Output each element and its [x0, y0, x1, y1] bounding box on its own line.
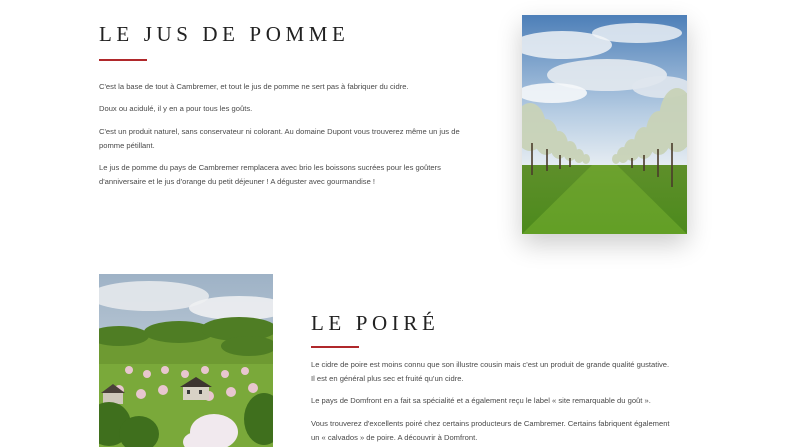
- paragraph: Vous trouverez d'excellents poiré chez certains producteurs de Cambremer. Certains fabriquent également un « calvados » de poire. A découvrir à Domfront.: [311, 419, 670, 442]
- paragraph: C'est un produit naturel, sans conservateur ni colorant. Au domaine Dupont vous trouverez même un jus de pomme pétillant.: [99, 127, 460, 150]
- paragraph: Le pays de Domfront en a fait sa spécialité et a également reçu le label « site remarquable du goût ».: [311, 396, 651, 405]
- section-title-le-poire: LE POIRÉ: [311, 311, 440, 335]
- title-underline: [311, 346, 359, 348]
- pear-orchard-landscape-photo: [99, 274, 273, 447]
- section-title-jus-de-pomme: LE JUS DE POMME: [99, 22, 350, 46]
- paragraph: Le jus de pomme du pays de Cambremer remplacera avec brio les boissons sucrées pour les goûters d'anniversaire et le jus d'orange du petit déjeuner ! A déguster avec gourmandise !: [99, 163, 441, 186]
- paragraph: Le cidre de poire est moins connu que son illustre cousin mais c'est un produit de grande qualité gustative. Il est en général plus sec et fruité qu'un cidre.: [311, 360, 670, 383]
- paragraph: Doux ou acidulé, il y en a pour tous les goûts.: [99, 104, 253, 113]
- title-underline: [99, 59, 147, 61]
- paragraph: C'est la base de tout à Cambremer, et tout le jus de pomme ne sert pas à fabriquer du cidre.: [99, 82, 409, 91]
- orchard-avenue-photo: [522, 15, 687, 234]
